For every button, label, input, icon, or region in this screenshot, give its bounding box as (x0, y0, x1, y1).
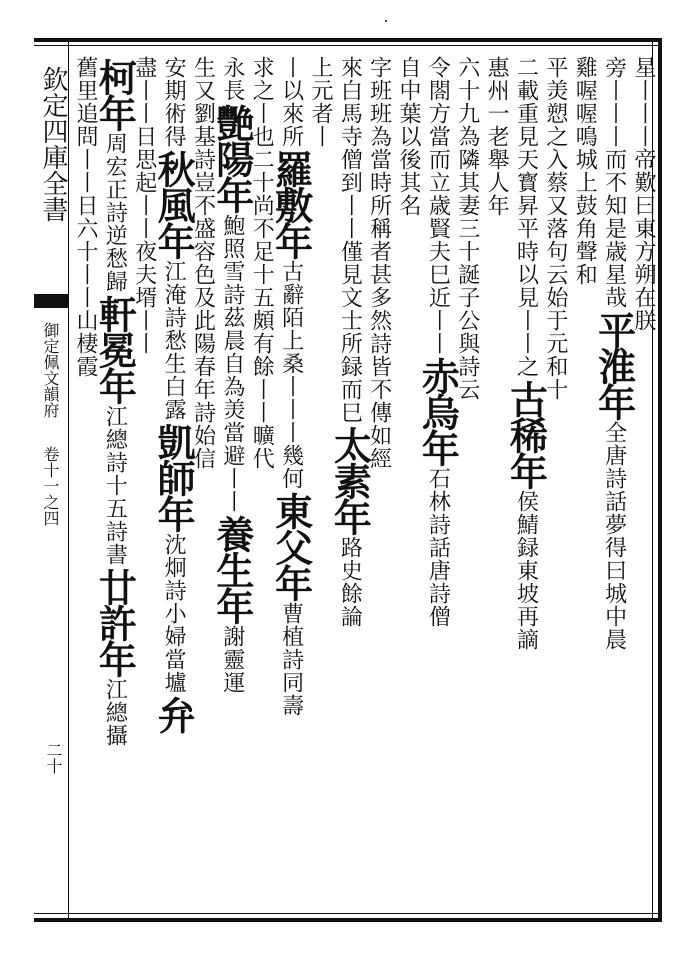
entry-text: 自中葉以後其名 (396, 56, 422, 217)
entry-text: 上元者丨 (307, 56, 333, 148)
entry-text: 平羙愬之入蔡又落句云始于元和十 (542, 56, 568, 401)
entry-text: 二載重見天寳昇平時以見丨丨之 (513, 56, 539, 378)
entry-text: 江淹詩愁生白露 (161, 260, 187, 421)
entry-text: 日思起丨丨 (131, 125, 157, 240)
top-border (34, 38, 662, 42)
entry-text: 六十九為隣其妻三十誕子公與詩云 (454, 56, 480, 401)
entry-text: 江總攝 (102, 678, 128, 747)
entry-text: 二十尚不足十五頗有餘 (249, 148, 275, 378)
entry-text: 安期術得 (161, 56, 187, 148)
entry-text: 詩始信 (190, 401, 216, 470)
entry-text: 夜夫壻丨丨 (131, 240, 157, 355)
entry-text: 旁丨丨丨而不知是歳星哉 (601, 56, 627, 309)
entry-text: 舊里追問丨丨 (73, 56, 98, 194)
entry-headword: 弁 (151, 696, 197, 732)
entry-text: 全唐詩話夢得曰城中晨 (601, 421, 627, 651)
bottom-border-inner (34, 913, 662, 914)
entry-text: 謝靈運 (219, 625, 245, 694)
entry-text: 盡丨丨 (131, 56, 157, 125)
entry-text: 星丨丨丨帝歎曰東方朔在朕 (631, 56, 656, 332)
entry-text: 丨以來所 (278, 56, 304, 148)
entry-text: 字班班為當時所稱者甚多然詩皆不傳如經 (366, 56, 392, 470)
entry-headword: 艷陽年 (209, 104, 255, 212)
entry-text: 又劉基詩豈不盛容色及此陽春年 (190, 79, 216, 401)
entry-headword: 凱師年 (151, 423, 197, 531)
entry-text: 路史餘論 (337, 536, 363, 628)
entry-headword: 養生年 (209, 515, 255, 623)
entry-text: 古辭陌上桑丨丨丨幾何 (278, 260, 304, 490)
entry-headword: 古稀年 (503, 380, 549, 488)
entry-headword: 羅敷年 (268, 150, 314, 258)
entry-headword: 赤烏年 (415, 357, 461, 465)
page-number: 二十 (44, 742, 63, 774)
entry-headword: 軒冕年 (92, 295, 138, 403)
work-title: 御定佩文韻府 (41, 322, 60, 418)
entry-headword: 平淮年 (591, 311, 637, 419)
entry-text: 來白馬寺僧到丨丨僅見文士所録而巳 (337, 56, 363, 424)
entry-text: 生 (190, 56, 216, 79)
top-border-inner (34, 45, 662, 46)
text-column (60, 56, 110, 912)
ink-dot (385, 20, 387, 22)
entry-text: 惠州一老舉人年 (484, 56, 510, 217)
entry-text: 石林詩話唐詩僧 (425, 467, 451, 628)
book-title: 欽定四庫全書 (38, 66, 68, 222)
entry-headword: 柯年 (92, 58, 138, 130)
bottom-border (34, 918, 662, 922)
entry-text: 求之丨也 (249, 56, 275, 148)
entry-text: 周宏正詩逆愁歸 (102, 132, 128, 293)
entry-text: 丨丨曠代 (249, 378, 275, 470)
entry-text: 鮑照雪詩茲晨自為羙當避丨丨 (219, 214, 245, 513)
entry-headword: 廿許年 (92, 568, 138, 676)
entry-text: 江總詩十五詩書 (102, 405, 128, 566)
entry-text: 日六十丨丨 (73, 194, 98, 309)
entry-text: 令閤方當而立歳賢夫巳近丨丨 (425, 56, 451, 355)
entry-text: 曹植詩同壽 (278, 602, 304, 717)
entry-headword: 東父年 (268, 492, 314, 600)
entry-headword: 太素年 (327, 426, 373, 534)
entry-headword: 秋風年 (151, 150, 197, 258)
entry-text: 沈炯詩小婦當壚 (161, 533, 187, 694)
entry-text: 永長 (219, 56, 245, 102)
entry-text: 侯鯖録東坡再謫 (513, 490, 539, 651)
entry-text: 山棲霞 (73, 309, 98, 378)
entry-text: 雞喔喔鳴城上鼓角聲和 (572, 56, 598, 286)
volume-label: 卷十一之四 (41, 446, 60, 526)
